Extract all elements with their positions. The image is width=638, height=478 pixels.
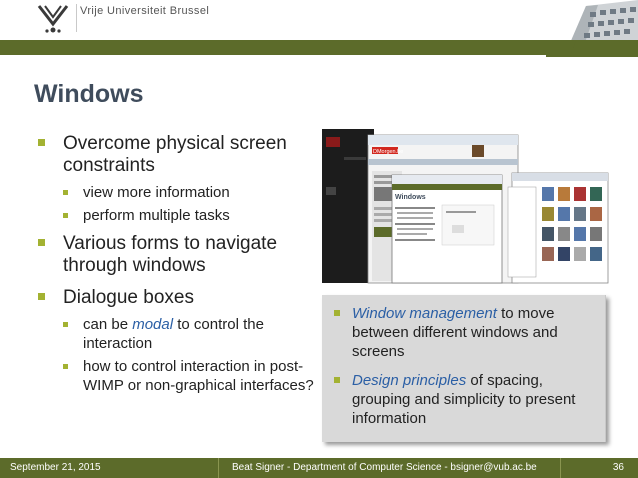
page-number: 36 xyxy=(612,462,624,473)
callout-item xyxy=(322,304,597,361)
logo-divider xyxy=(76,4,77,32)
vub-logo-icon xyxy=(36,2,70,36)
footer-date: September 21, 2015 xyxy=(10,462,101,473)
bullet-item xyxy=(36,287,326,309)
bullet-text: Dialogue boxes xyxy=(63,287,194,308)
sub-bullet-text: how to control interaction in post-WIMP or non-graphical interfaces? xyxy=(83,358,314,394)
browser-title: DMorgen.be xyxy=(373,149,404,155)
bullet-square-icon xyxy=(63,322,68,327)
bullet-square-icon xyxy=(334,377,340,383)
multiple-windows-screenshot xyxy=(322,127,610,285)
bullet-item xyxy=(36,233,326,277)
bullet-square-icon xyxy=(38,239,45,246)
bullet-square-icon xyxy=(63,213,68,218)
sub-bullet-text: view more information xyxy=(83,184,230,201)
sub-bullet-item xyxy=(36,315,326,353)
modal-highlight: modal xyxy=(132,316,174,333)
bullet-text: Overcome physical screen constraints xyxy=(63,133,287,176)
bullet-square-icon xyxy=(38,139,45,146)
callout-text: of spacing, grouping and simplicity to present information xyxy=(352,372,576,427)
callout-text: to move between different windows and screens xyxy=(352,305,558,360)
sub-bullet-text: perform multiple tasks xyxy=(83,207,230,224)
footer-divider xyxy=(560,458,561,478)
building-image xyxy=(546,0,638,57)
slide-footer xyxy=(0,458,638,478)
callout-item xyxy=(322,371,597,428)
bullet-square-icon xyxy=(63,190,68,195)
slide-title: Windows xyxy=(34,80,144,108)
sub-bullet-item xyxy=(36,183,326,202)
window-title: Windows xyxy=(395,194,426,201)
window-management-highlight: Window management xyxy=(352,305,497,322)
bullet-list xyxy=(36,133,326,403)
footer-divider xyxy=(218,458,219,478)
design-principles-highlight: Design principles xyxy=(352,372,467,389)
bullet-text: Various forms to navigate through windows xyxy=(63,233,278,276)
footer-author: Beat Signer - Department of Computer Science - bsigner@vub.ac.be xyxy=(232,462,537,473)
sub-bullet-item xyxy=(36,357,326,395)
bullet-square-icon xyxy=(334,310,340,316)
slide-header xyxy=(0,0,638,40)
sub-bullet-text: can be modal to control the interaction xyxy=(83,316,264,352)
sub-bullet-item xyxy=(36,206,326,225)
bullet-item xyxy=(36,133,326,177)
bullet-square-icon xyxy=(63,364,68,369)
bullet-square-icon xyxy=(38,293,45,300)
header-band xyxy=(0,40,638,55)
university-name: Vrije Universiteit Brussel xyxy=(80,5,210,17)
callout-box xyxy=(322,295,606,442)
